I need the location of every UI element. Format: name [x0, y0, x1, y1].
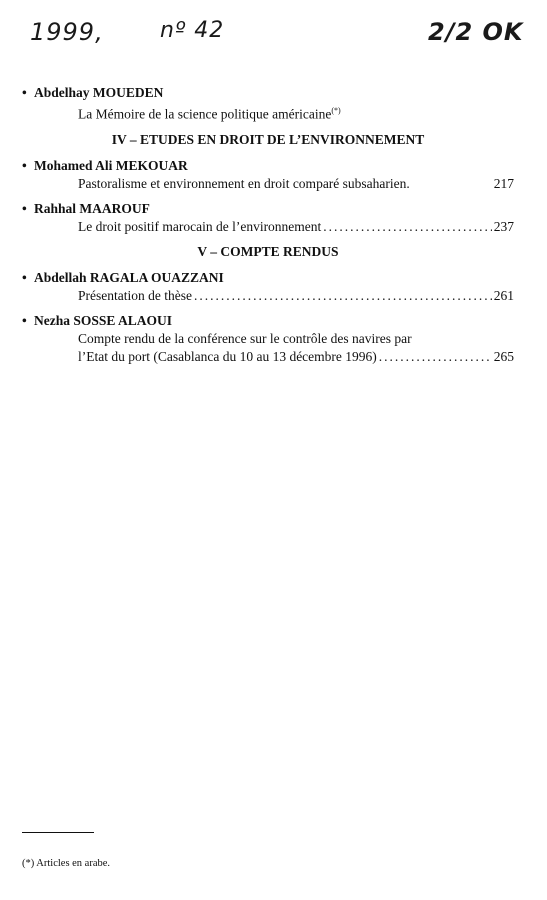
handwritten-issue-number: nº 42	[160, 18, 225, 43]
entry-title-line-2: l’Etat du port (Casablanca du 10 au 13 décembre 1996)	[78, 348, 377, 364]
section-heading-iv: IV – ETUDES EN DROIT DE L’ENVIRONNEMENT	[111, 131, 425, 147]
entry-page-number: 217	[493, 175, 514, 191]
footnote-marker: (*)	[331, 106, 341, 115]
entry-author: Mohamed Ali MEKOUAR	[34, 157, 188, 173]
handwritten-note: 2/2 OK	[428, 18, 524, 46]
section-heading-v: V – COMPTE RENDUS	[197, 243, 339, 259]
bullet-icon: •	[22, 312, 27, 328]
bullet-icon: •	[22, 157, 27, 173]
toc-entry	[22, 200, 514, 236]
footnote-rule	[22, 832, 94, 833]
dot-leader	[323, 218, 491, 236]
dot-leader	[379, 348, 492, 366]
toc-entry	[22, 157, 514, 193]
entry-author: Abdellah RAGALA OUAZZANI	[34, 269, 224, 285]
entry-page-number: 261	[493, 287, 514, 303]
toc-entry	[22, 269, 514, 305]
entry-author: Nezha SOSSE ALAOUI	[34, 312, 173, 328]
entry-page-number: 265	[493, 348, 514, 364]
table-of-contents	[22, 84, 514, 373]
handwritten-year: 1999,	[30, 18, 104, 46]
entry-page-number: 237	[493, 218, 514, 234]
entry-title: Présentation de thèse	[78, 287, 192, 303]
dot-leader	[194, 287, 492, 305]
entry-title-line-1: Compte rendu de la conférence sur le contrôle des navires par	[78, 330, 412, 346]
entry-title: La Mémoire de la science politique américaine	[78, 106, 332, 122]
toc-entry	[22, 84, 514, 124]
bullet-icon: •	[22, 200, 27, 216]
toc-entry	[22, 312, 514, 366]
entry-title: Pastoralisme et environnement en droit comparé subsaharien.	[78, 175, 410, 191]
entry-author: Rahhal MAAROUF	[34, 200, 150, 216]
entry-author: Abdelhay MOUEDEN	[34, 85, 164, 100]
footnote: (*) Articles en arabe.	[22, 858, 111, 869]
entry-title: Le droit positif marocain de l’environnement	[78, 218, 322, 234]
bullet-icon: •	[22, 269, 27, 285]
bullet-icon: •	[22, 85, 27, 100]
